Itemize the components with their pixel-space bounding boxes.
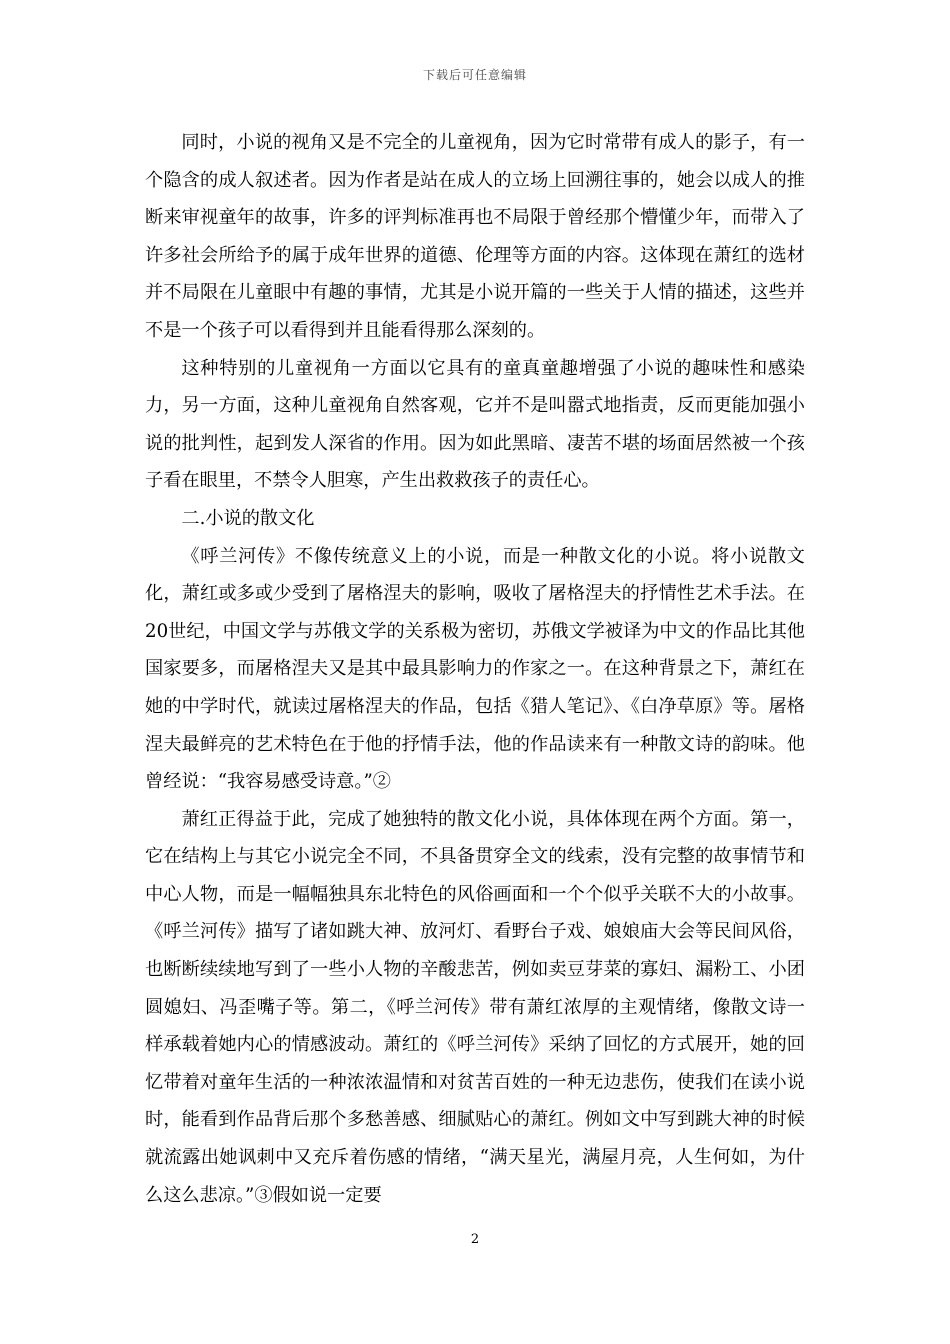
paragraph: 萧红正得益于此，完成了她独特的散文化小说，具体体现在两个方面。第一，它在结构上与其它小说完全不同，不具备贯穿全文的线索，没有完整的故事情节和中心人物，而是一幅幅独具东北特色的风俗画面和一个个似乎关联不大的小故事。《呼兰河传》描写了诸如跳大神、放河灯、看野台子戏、娘娘庙大会等民间风俗，也断断续续地写到了一些小人物的辛酸悲苦，例如卖豆芽菜的寡妇、漏粉工、小团圆媳妇、冯歪嘴子等。第二，《呼兰河传》带有萧红浓厚的主观情绪，像散文诗一样承载着她内心的情感波动。萧红的《呼兰河传》采纳了回忆的方式展开，她的回忆带着对童年生活的一种浓浓温情和对贫苦百姓的一种无边悲伤，使我们在读小说时，能看到作品背后那个多愁善感、细腻贴心的萧红。例如文中写到跳大神的时候就流露出她讽刺中又充斥着伤感的情绪，“满天星光，满屋月亮，人生何如，为什么这么悲凉。”③假如说一定要 [145,808,805,1206]
paragraph: 《呼兰河传》不像传统意义上的小说，而是一种散文化的小说。将小说散文化，萧红或多或少受到了屠格涅夫的影响，吸收了屠格涅夫的抒情性艺术手法。在20世纪，中国文学与苏俄文学的关系极为密切，苏俄文学被译为中文的作品比其他国家要多，而屠格涅夫又是其中最具影响力的作家之一。在这种背景之下，萧红在她的中学时代，就读过屠格涅夫的作品，包括《猎人笔记》、《白净草原》等。屠格涅夫最鲜亮的艺术特色在于他的抒情手法，他的作品读来有一种散文诗的韵味。他曾经说：“我容易感受诗意。”② [145,545,805,793]
paragraph: 同时，小说的视角又是不完全的儿童视角，因为它时常带有成人的影子，有一个隐含的成人叙述者。因为作者是站在成人的立场上回溯往事的，她会以成人的推断来审视童年的故事，许多的评判标准再也不局限于曾经那个懵懂少年，而带入了许多社会所给予的属于成年世界的道德、伦理等方面的内容。这体现在萧红的选材并不局限在儿童眼中有趣的事情，尤其是小说开篇的一些关于人情的描述，这些并不是一个孩子可以看得到并且能看得那么深刻的。 [145,132,805,341]
section-heading: 二.小说的散文化 [181,507,315,529]
page-number: 2 [470,1232,480,1247]
page-header: 下载后可任意编辑 [422,68,527,82]
paragraph: 这种特别的儿童视角一方面以它具有的童真童趣增强了小说的趣味性和感染力，另一方面，这种儿童视角自然客观，它并不是叫嚣式地指责，反而更能加强小说的批判性，起到发人深省的作用。因为如此黑暗、凄苦不堪的场面居然被一个孩子看在眼里，不禁令人胆寒，产生出救救孩子的责任心。 [145,357,805,492]
document-body [145,124,805,1214]
